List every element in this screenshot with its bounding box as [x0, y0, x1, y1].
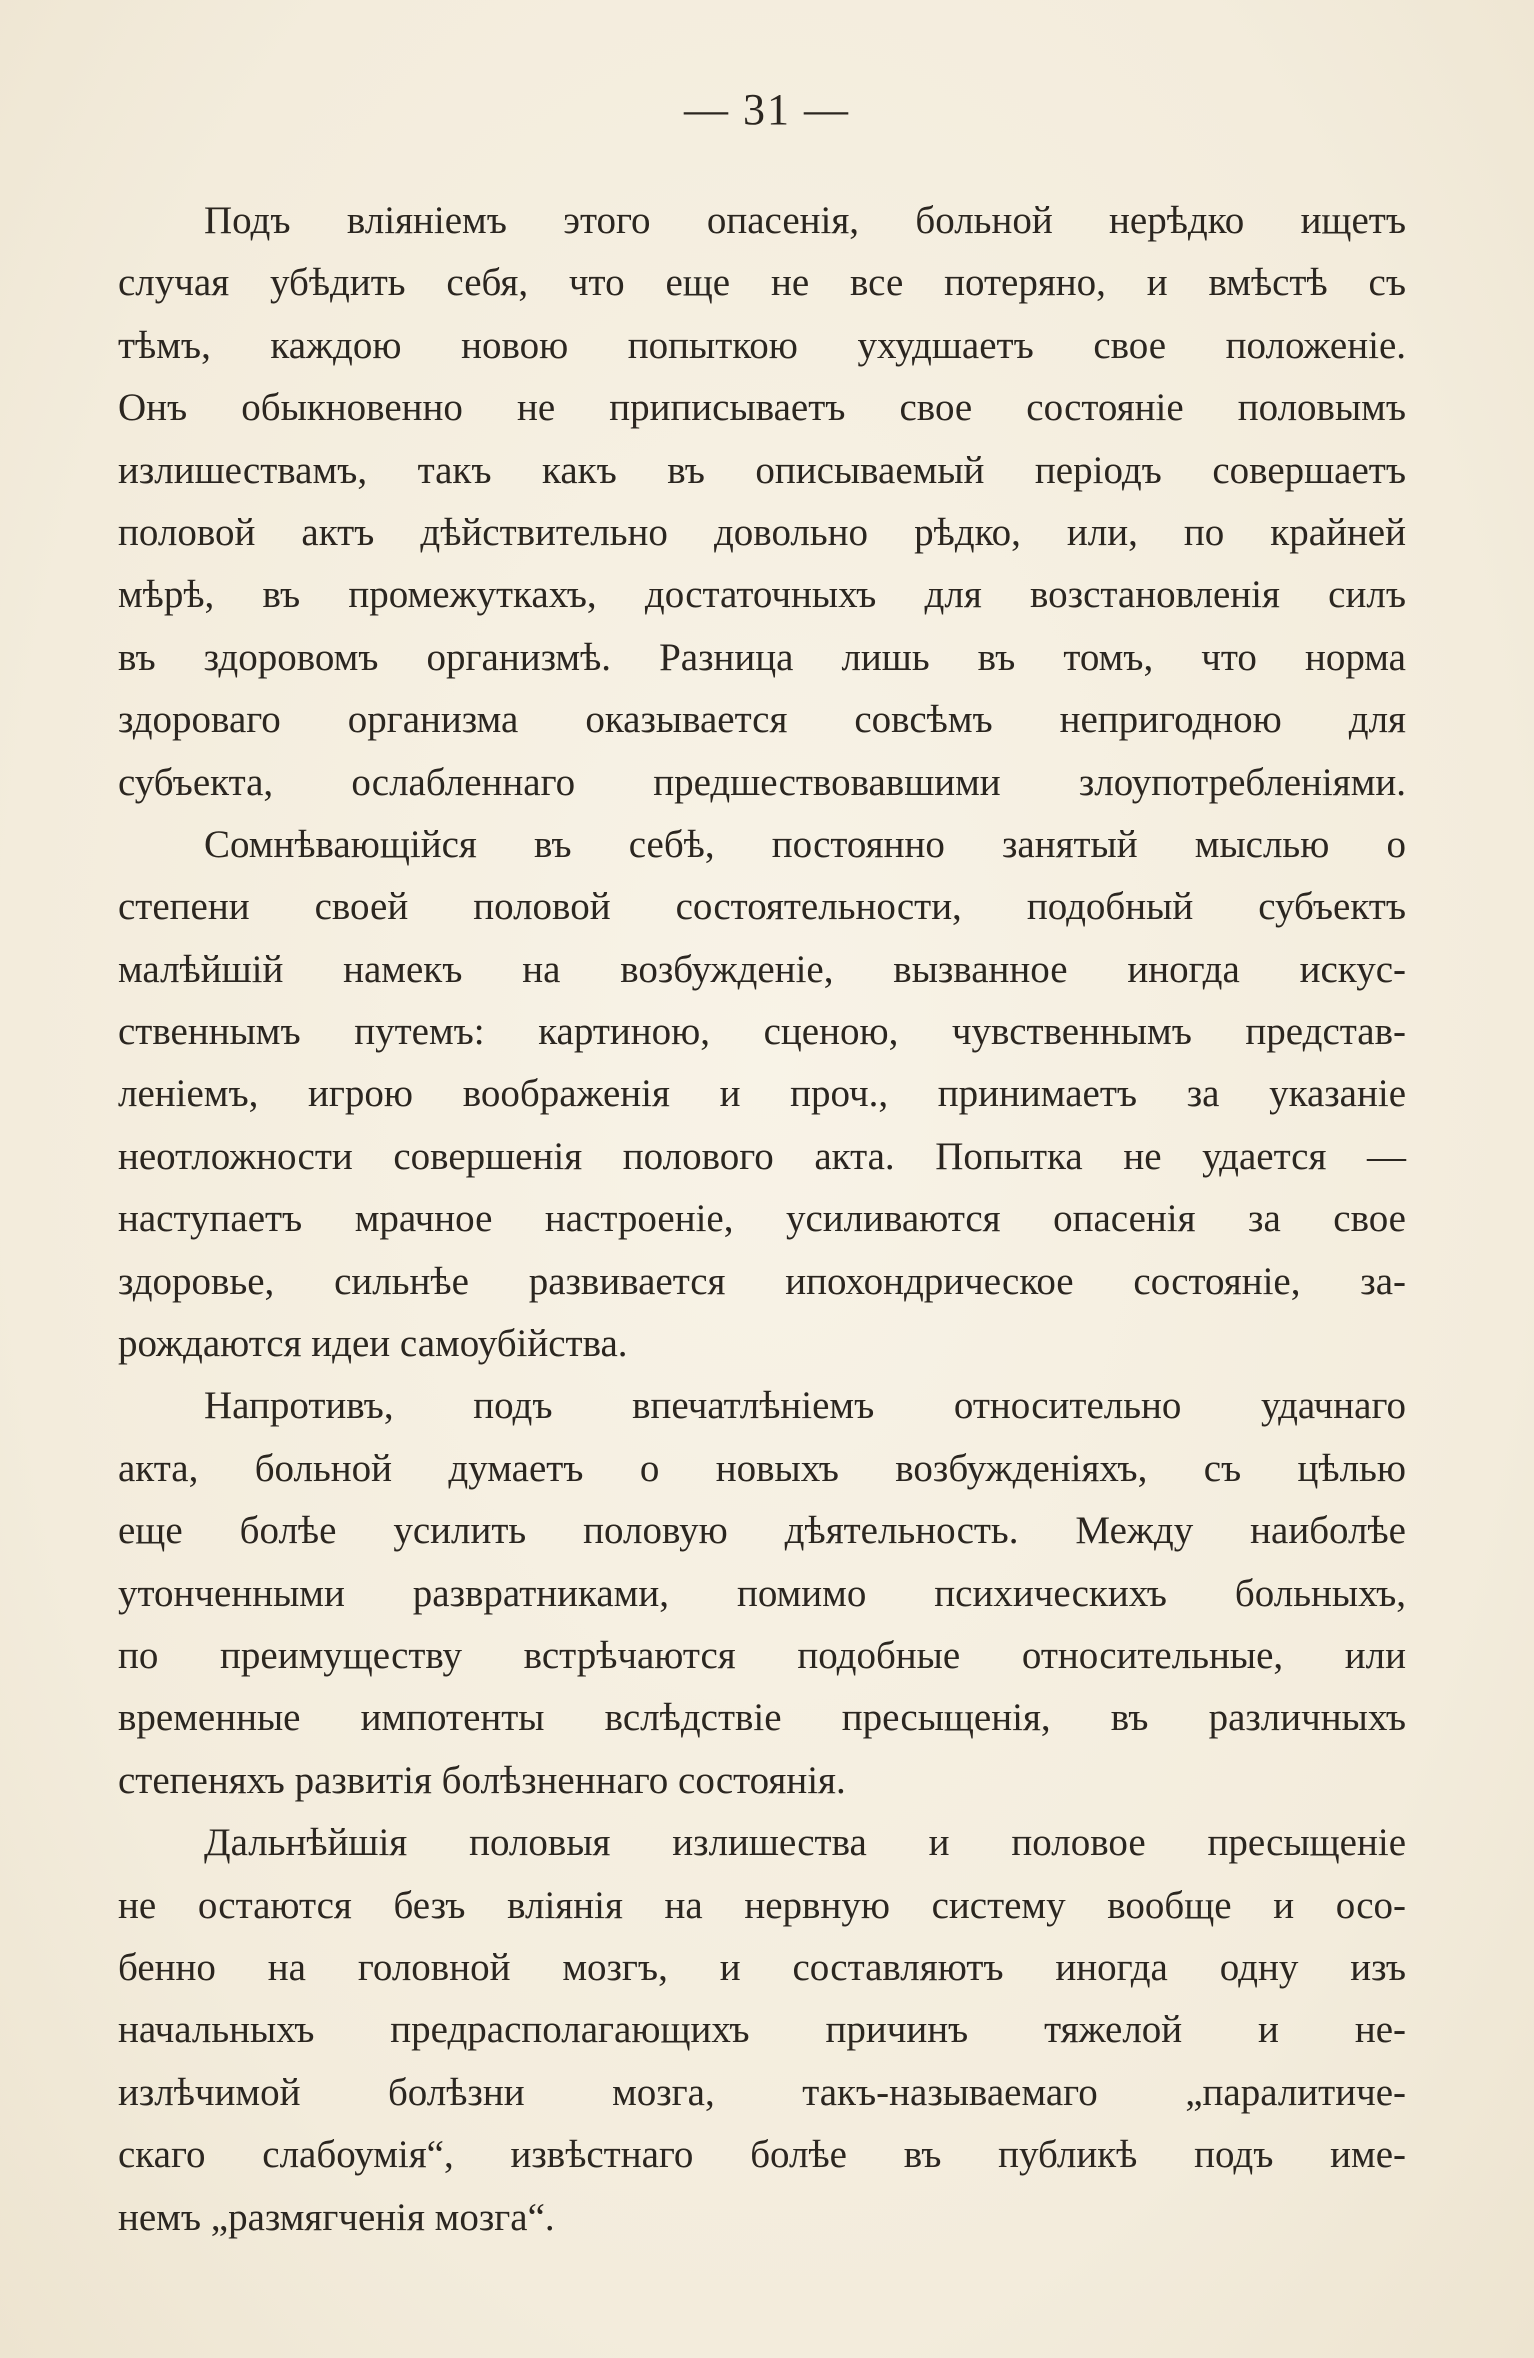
text-line: бенно на головной мозгъ, и составляютъ иногда одну изъ: [118, 1945, 1406, 1989]
text-line: здоровье, сильнѣе развивается ипохондрическое состояніе, за-: [118, 1259, 1406, 1303]
text-line: еще болѣе усилить половую дѣятельность. Между наиболѣе: [118, 1509, 1406, 1553]
text-line: малѣйшій намекъ на возбужденіе, вызванное иногда искус-: [118, 947, 1406, 991]
paragraph: [118, 814, 1406, 1376]
text-line: начальныхъ предрасполагающихъ причинъ тяжелой и не-: [118, 2008, 1406, 2052]
text-line: акта, больной думаетъ о новыхъ возбужденіяхъ, съ цѣлью: [118, 1446, 1406, 1490]
page-number: — 31 —: [684, 85, 850, 134]
text-line: въ здоровомъ организмѣ. Разница лишь въ томъ, что норма: [118, 635, 1406, 679]
text-line: излишествамъ, такъ какъ въ описываемый періодъ совершаетъ: [118, 448, 1406, 492]
text-line: Дальнѣйшія половыя излишества и половое пресыщеніе: [204, 1821, 1406, 1865]
text-line: рождаются идеи самоубійства.: [118, 1322, 628, 1366]
text-line: степени своей половой состоятельности, подобный субъектъ: [118, 885, 1406, 929]
text-line: утонченными развратниками, помимо психическихъ больныхъ,: [118, 1571, 1406, 1615]
text-line: леніемъ, игрою воображенія и проч., принимаетъ за указаніе: [118, 1072, 1406, 1116]
text-line: неотложности совершенія полового акта. Попытка не удается —: [118, 1134, 1406, 1178]
text-line: субъекта, ослабленнаго предшествовавшими злоупотребленіями.: [118, 760, 1406, 804]
text-line: Онъ обыкновенно не приписываетъ свое состояніе половымъ: [118, 386, 1406, 430]
text-line: Сомнѣвающійся въ себѣ, постоянно занятый мыслью о: [204, 822, 1406, 866]
text-line: наступаетъ мрачное настроеніе, усиливаются опасенія за свое: [118, 1197, 1406, 1241]
text-line: половой актъ дѣйствительно довольно рѣдко, или, по крайней: [118, 510, 1406, 554]
text-line: ственнымъ путемъ: картиною, сценою, чувственнымъ представ-: [118, 1010, 1406, 1054]
text-line: не остаются безъ вліянія на нервную систему вообще и осо-: [118, 1883, 1406, 1927]
text-line: по преимуществу встрѣчаются подобные относительные, или: [118, 1633, 1406, 1677]
text-line: немъ „размягченія мозга“.: [118, 2195, 555, 2239]
text-line: тѣмъ, каждою новою попыткою ухудшаетъ свое положеніе.: [118, 323, 1406, 367]
body-text: [118, 190, 1406, 2249]
text-line: мѣрѣ, въ промежуткахъ, достаточныхъ для возстановленія силъ: [118, 573, 1406, 617]
text-line: степеняхъ развитія болѣзненнаго состоянія.: [118, 1758, 846, 1802]
text-line: излѣчимой болѣзни мозга, такъ-называемаго „паралитиче-: [118, 2070, 1406, 2114]
text-line: Подъ вліяніемъ этого опасенія, больной нерѣдко ищетъ: [204, 199, 1406, 242]
paragraph: [118, 1812, 1406, 2249]
text-line: временные импотенты вслѣдствіе пресыщенія, въ различныхъ: [118, 1696, 1406, 1740]
text-line: Напротивъ, подъ впечатлѣніемъ относительно удачнаго: [204, 1384, 1406, 1428]
text-line: скаго слабоумія“, извѣстнаго болѣе въ публикѣ подъ име-: [118, 2133, 1406, 2177]
text-line: здороваго организма оказывается совсѣмъ непригодною для: [118, 698, 1406, 742]
paragraph: [118, 1375, 1406, 1812]
text-line: случая убѣдить себя, что еще не все потеряно, и вмѣстѣ съ: [118, 261, 1406, 305]
paragraph: [118, 190, 1406, 814]
